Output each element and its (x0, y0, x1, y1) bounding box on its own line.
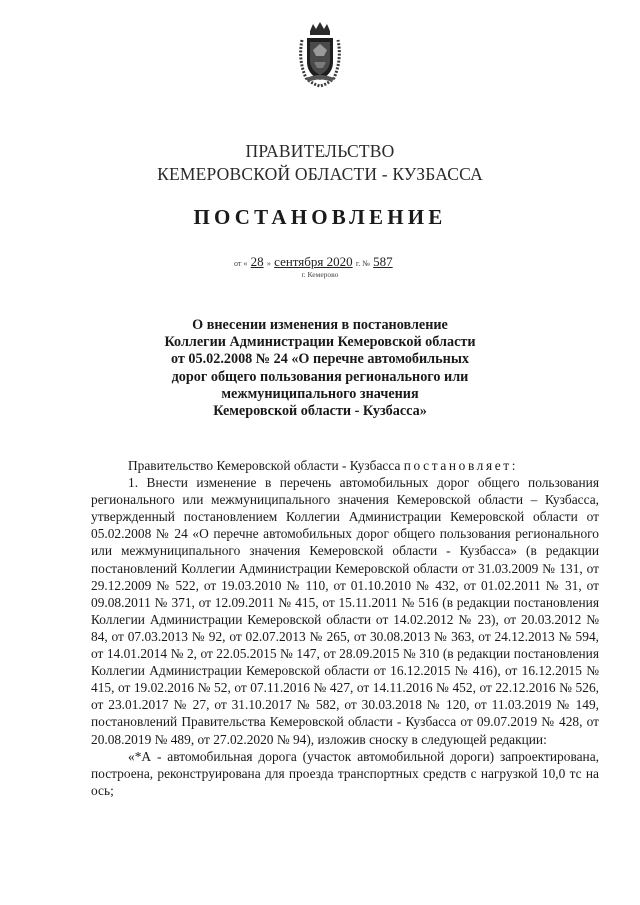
document-body (91, 457, 599, 799)
coat-of-arms-icon (296, 22, 344, 88)
city-name: г. Кемерово (301, 270, 339, 279)
government-name-line1: ПРАВИТЕЛЬСТВО (245, 141, 395, 161)
date-mid: » (266, 259, 271, 268)
title-line: межмуниципального значения (221, 385, 419, 402)
government-name-line2: КЕМЕРОВСКОЙ ОБЛАСТИ - КУЗБАССА (157, 164, 483, 184)
title-line: от 05.02.2008 № 24 «О перечне автомобильных (170, 351, 469, 368)
paragraph-1: 1. Внести изменение в перечень автомобильных дорог общего пользования регионального или межмуниципального значения Кемеровской области – Кузбасса, утвержденный постановлением Коллегии Администрации Кемеровской области от 05.02.2008 № 24 «О перечне автомобильных дорог общего пользования регионального или межмуниципального значения Кемеровской области - Кузбасса» (в редакции постановлений Коллегии Администрации Кемеровской области от 31.03.2009 № 131, от 29.12.2009 № 522, от 19.03.2010 № 110, от 01.10.2010 № 432, от 01.02.2011 № 31, от 09.08.2011 № 371, от 12.09.2011 № 415, от 15.11.2011 № 516 (в редакции постановления Коллегии Администрации Кемеровской области от 14.02.2012 № 23), от 20.03.2012 № 84, от 07.03.2013 № 92, от 02.07.2013 № 265, от 30.08.2013 № 363, от 24.12.2013 № 594, от 14.01.2014 № 2, от 22.05.2015 № 147, от 28.09.2015 № 310 (в редакции постановления Коллегии Администрации Кемеровской области от 16.12.2015 № 416), от 16.12.2015 № 415, от 19.02.2016 № 52, от 07.11.2016 № 427, от 14.11.2016 № 452, от 22.12.2016 № 526, от 23.01.2017 № 27, от 31.10.2017 № 582, от 30.03.2018 № 120, от 11.03.2019 № 149, постановлений Правительства Кемеровской области - Кузбасса от 09.07.2019 № 428, от 20.08.2019 № 489, от 27.02.2020 № 94), изложив сноску в следующей редакции: (91, 475, 599, 747)
intro-action: постановляет: (403, 458, 519, 473)
resolution-intro (91, 457, 599, 474)
coat-of-arms-emblem (296, 22, 344, 88)
date-month-year: сентября 2020 (274, 254, 353, 269)
document-type-heading: ПОСТАНОВЛЕНИЕ (193, 205, 447, 229)
date-day: 28 (250, 254, 264, 269)
title-line: Кемеровской области - Кузбасса» (213, 403, 427, 420)
title-line: О внесении изменения в постановление (192, 317, 448, 333)
document-date-number (234, 254, 393, 270)
paragraph-2: «*А - автомобильная дорога (участок автомобильной дороги) запроектирована, построена, реконструирована для проезда транспортных средств с нагрузкой 10,0 тс на ось; (91, 748, 599, 798)
title-line: дорог общего пользования регионального или (171, 368, 469, 385)
date-prefix: от « (234, 259, 248, 268)
document-number: 587 (373, 254, 393, 269)
number-prefix: г. № (355, 259, 370, 268)
intro-text: Правительство Кемеровской области - Кузбасса (128, 458, 401, 473)
title-line: Коллегии Администрации Кемеровской области (164, 334, 476, 351)
document-title (140, 317, 500, 420)
